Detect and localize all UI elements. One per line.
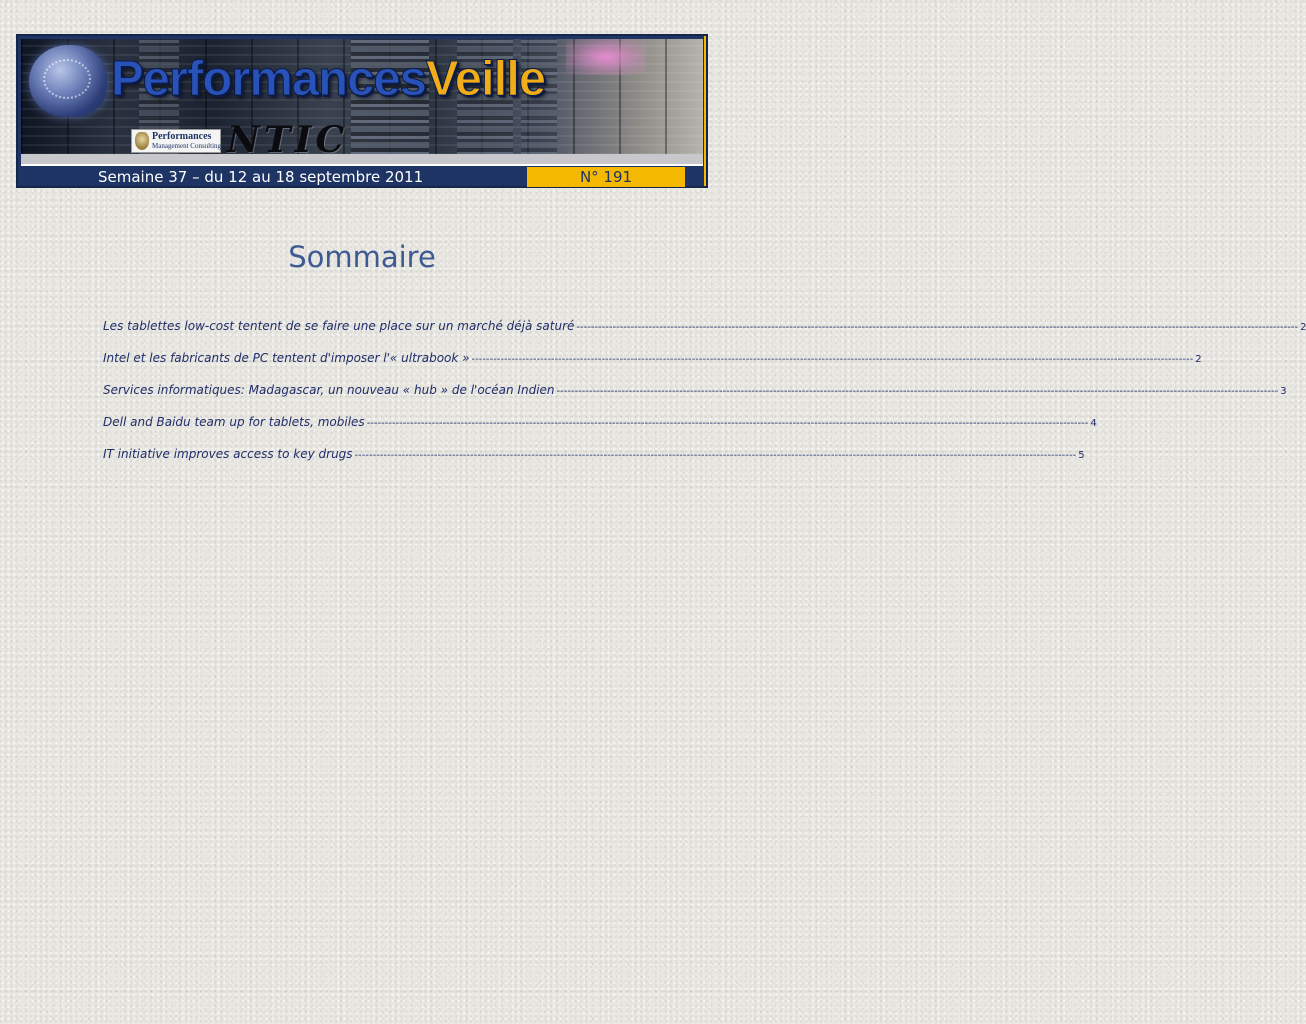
toc-dot-leader: -------------------------------------------------------------------------------------------------------------------------------------------------------------------------------------------------------- [471,354,1194,365]
table-of-contents [103,319,1306,479]
week-range: Semaine 37 – du 12 au 18 septembre 2011 [98,168,424,186]
newsletter-banner [16,34,708,188]
toc-entry[interactable] [103,383,1287,415]
brain-icon [29,45,107,117]
toc-entry-title[interactable]: Les tablettes low-cost tentent de se faire une place sur un marché déjà saturé [103,319,575,333]
toc-entry-title[interactable]: Services informatiques: Madagascar, un nouveau « hub » de l'océan Indien [103,383,555,397]
banner-accent-edge [704,36,706,186]
ntic-subtitle: NTIC [227,119,349,161]
toc-dot-leader: -------------------------------------------------------------------------------------------------------------------------------------------------------------------------------------------------------- [366,418,1089,429]
logo-name: Performances [152,131,212,142]
toc-page-number[interactable]: 4 [1090,418,1097,429]
toc-entry[interactable] [103,351,1202,383]
toc-dot-leader: -------------------------------------------------------------------------------------------------------------------------------------------------------------------------------------------------------- [354,450,1077,461]
toc-page-number[interactable]: 2 [1300,322,1306,333]
toc-entry[interactable] [103,447,1085,479]
issue-number: N° 191 [527,167,685,187]
brand-title [111,51,545,107]
light-glow [566,39,646,75]
toc-entry-title[interactable]: IT initiative improves access to key drugs [103,447,353,461]
server-room-photo [21,39,703,164]
toc-page-number[interactable]: 2 [1195,354,1202,365]
brand-word-veille: Veille [425,52,546,106]
toc-page-number[interactable]: 5 [1078,450,1085,461]
brand-word-performances: Performances [111,52,426,106]
toc-dot-leader: -------------------------------------------------------------------------------------------------------------------------------------------------------------------------------------------------------- [556,386,1279,397]
sommaire-heading: Sommaire [288,240,436,274]
page-title [0,240,724,274]
toc-page-number[interactable]: 3 [1280,386,1287,397]
logo-tagline: Management Consulting [152,142,222,150]
toc-entry[interactable] [103,415,1097,447]
floor [21,154,703,164]
toc-entry[interactable] [103,319,1306,351]
logo-emblem-icon [135,132,149,150]
toc-entry-title[interactable]: Intel et les fabricants de PC tentent d'imposer l'« ultrabook » [103,351,470,365]
toc-entry-title[interactable]: Dell and Baidu team up for tablets, mobiles [103,415,365,429]
banner-divider [21,164,703,166]
toc-dot-leader: -------------------------------------------------------------------------------------------------------------------------------------------------------------------------------------------------------- [576,322,1299,333]
company-logo [131,129,221,153]
